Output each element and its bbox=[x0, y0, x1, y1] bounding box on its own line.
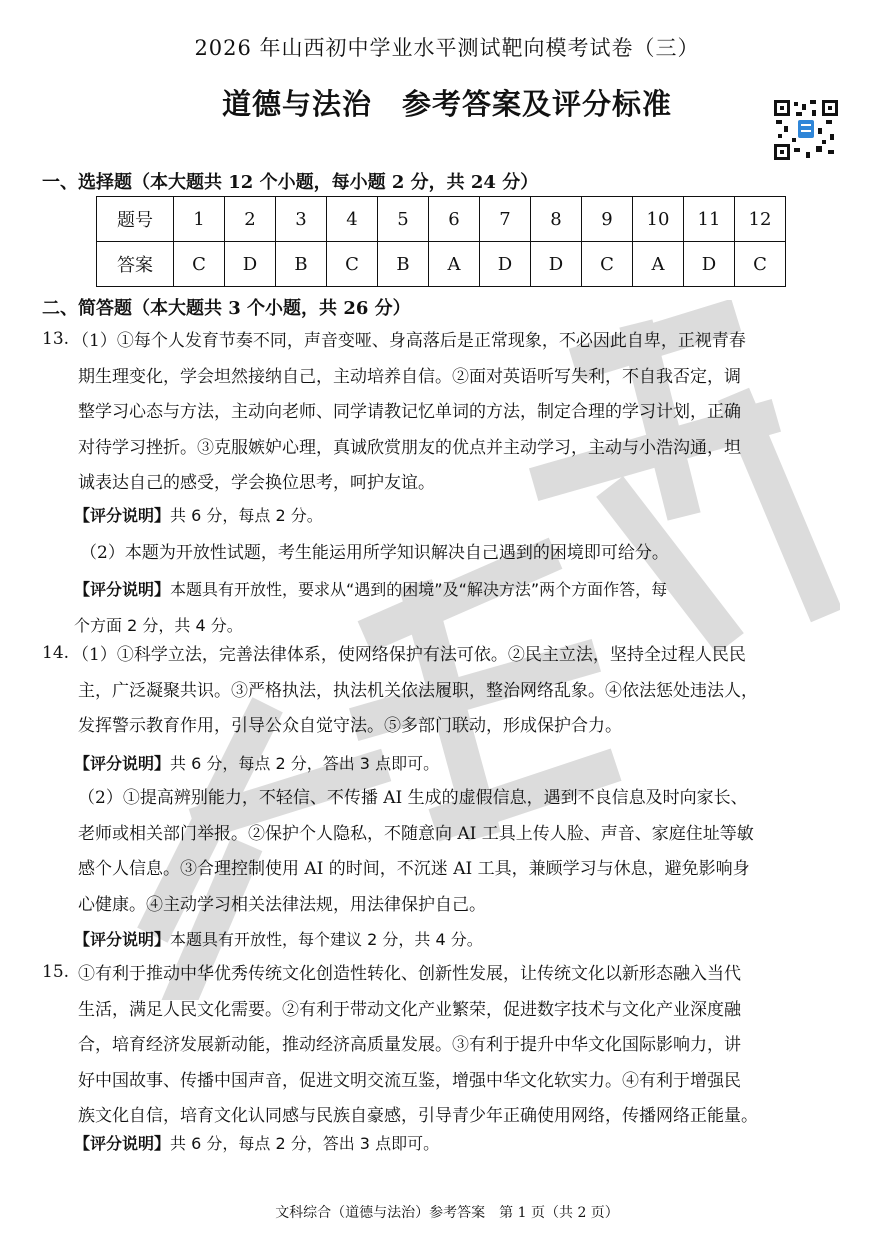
qr-code-icon[interactable] bbox=[774, 100, 838, 160]
q13-part2: （2）本题为开放性试题，考生能运用所学知识解决自己遇到的困境即可给分。 bbox=[80, 543, 669, 563]
table-cell: C bbox=[582, 242, 633, 287]
table-cell: D bbox=[531, 242, 582, 287]
q15-answer bbox=[78, 957, 878, 1135]
text-line: 对待学习挫折。③克服嫉妒心理，真诚欣赏朋友的优点并主动学习，主动与小浩沟通，坦 bbox=[78, 437, 741, 458]
text-line: 主，广泛凝聚共识。③严格执法，执法机关依法履职，整治网络乱象。④依法惩处违法人， bbox=[78, 680, 758, 701]
note-label: 【评分说明】 bbox=[74, 506, 171, 525]
table-cell: 8 bbox=[531, 197, 582, 242]
note-label: 【评分说明】 bbox=[74, 580, 171, 599]
table-cell: C bbox=[174, 242, 225, 287]
table-cell: 3 bbox=[276, 197, 327, 242]
section-choice-title: 一、选择题（本大题共 12 个小题，每小题 2 分，共 24 分） bbox=[42, 172, 539, 193]
table-cell: C bbox=[735, 242, 786, 287]
answer-table bbox=[96, 196, 786, 287]
q14-scoring-note-1 bbox=[74, 746, 439, 782]
page-footer: 文科综合（道德与法治）参考答案 第 1 页（共 2 页） bbox=[275, 1205, 619, 1221]
table-cell: C bbox=[327, 242, 378, 287]
table-cell: 9 bbox=[582, 197, 633, 242]
note-text: 共 6 分，每点 2 分，答出 3 点即可。 bbox=[170, 754, 440, 773]
table-cell: 5 bbox=[378, 197, 429, 242]
row-label: 答案 bbox=[97, 242, 174, 287]
table-cell: 2 bbox=[225, 197, 276, 242]
q15-scoring-note bbox=[74, 1126, 439, 1162]
text-line: 诚表达自己的感受，学会换位思考，呵护友谊。 bbox=[78, 473, 435, 493]
table-cell: D bbox=[480, 242, 531, 287]
exam-title: 2026 年山西初中学业水平测试靶向模考试卷（三） bbox=[194, 36, 700, 60]
note-label: 【评分说明】 bbox=[74, 930, 171, 949]
question-number: 14. bbox=[42, 643, 70, 663]
table-cell: 7 bbox=[480, 197, 531, 242]
table-cell: 11 bbox=[684, 197, 735, 242]
row-label: 题号 bbox=[97, 197, 174, 242]
table-cell: 10 bbox=[633, 197, 684, 242]
q13-scoring-note-2 bbox=[74, 572, 874, 643]
table-cell: B bbox=[276, 242, 327, 287]
text-line: 发挥警示教育作用，引导公众自觉守法。⑤多部门联动，形成保护合力。 bbox=[78, 716, 622, 736]
text-line: 老师或相关部门举报。②保护个人隐私，不随意向 AI 工具上传人脸、声音、家庭住址等敏 bbox=[78, 823, 754, 844]
table-cell: B bbox=[378, 242, 429, 287]
q14-scoring-note-2 bbox=[74, 922, 483, 958]
text-line: （1）①每个人发育节奏不同，声音变哑、身高落后是正常现象，不必因此自卑，正视青春 bbox=[72, 331, 746, 351]
note-text: 本题具有开放性，要求从“遇到的困境”及“解决方法”两个方面作答，每 bbox=[170, 580, 668, 599]
note-text: 共 6 分，每点 2 分。 bbox=[170, 506, 323, 525]
text-line: 合，培育经济发展新动能，推动经济高质量发展。③有利于提升中华文化国际影响力，讲 bbox=[78, 1035, 741, 1055]
note-label: 【评分说明】 bbox=[74, 1134, 171, 1153]
text-line: ①有利于推动中华优秀传统文化创造性转化、创新性发展，让传统文化以新形态融入当代 bbox=[78, 964, 741, 984]
q13-part1 bbox=[72, 324, 872, 502]
text-line: 生活，满足人民文化需要。②有利于带动文化产业繁荣，促进数字技术与文化产业深度融 bbox=[78, 999, 741, 1020]
q14-part2 bbox=[78, 781, 878, 923]
note-text: 个方面 2 分，共 4 分。 bbox=[74, 615, 243, 635]
table-row bbox=[97, 197, 786, 242]
table-cell: 1 bbox=[174, 197, 225, 242]
table-cell: A bbox=[633, 242, 684, 287]
question-number: 15. bbox=[42, 962, 70, 982]
text-line: 心健康。④主动学习相关法律法规，用法律保护自己。 bbox=[78, 894, 486, 915]
text-line: 感个人信息。③合理控制使用 AI 的时间，不沉迷 AI 工具，兼顾学习与休息，避免影响身 bbox=[78, 859, 750, 879]
table-cell: 12 bbox=[735, 197, 786, 242]
text-line: （1）①科学立法，完善法律体系，使网络保护有法可依。②民主立法，坚持全过程人民民 bbox=[72, 645, 746, 665]
q14-part1 bbox=[72, 638, 872, 745]
q13-scoring-note-1 bbox=[74, 498, 323, 534]
table-cell: 6 bbox=[429, 197, 480, 242]
section-short-answer-title: 二、简答题（本大题共 3 个小题，共 26 分） bbox=[42, 298, 411, 319]
table-cell: D bbox=[225, 242, 276, 287]
text-line: 族文化自信，培育文化认同感与民族自豪感，引导青少年正确使用网络，传播网络正能量。 bbox=[78, 1106, 758, 1126]
text-line: 整学习心态与方法，主动向老师、同学请教记忆单词的方法，制定合理的学习计划，正确 bbox=[78, 402, 741, 422]
note-text: 共 6 分，每点 2 分，答出 3 点即可。 bbox=[170, 1134, 440, 1153]
note-text: 本题具有开放性，每个建议 2 分，共 4 分。 bbox=[170, 930, 483, 949]
table-cell: 4 bbox=[327, 197, 378, 242]
note-label: 【评分说明】 bbox=[74, 754, 171, 773]
text-line: 期生理变化，学会坦然接纳自己，主动培养自信。②面对英语听写失利，不自我否定，调 bbox=[78, 366, 741, 387]
question-number: 13. bbox=[42, 329, 70, 349]
text-line: （2）①提高辨别能力，不轻信、不传播 AI 生成的虚假信息，遇到不良信息及时向家长、 bbox=[78, 788, 748, 808]
document-subtitle: 道德与法治 参考答案及评分标准 bbox=[221, 87, 672, 121]
table-cell: A bbox=[429, 242, 480, 287]
table-row bbox=[97, 242, 786, 287]
text-line: 好中国故事、传播中国声音，促进文明交流互鉴，增强中华文化软实力。④有利于增强民 bbox=[78, 1070, 741, 1091]
table-cell: D bbox=[684, 242, 735, 287]
